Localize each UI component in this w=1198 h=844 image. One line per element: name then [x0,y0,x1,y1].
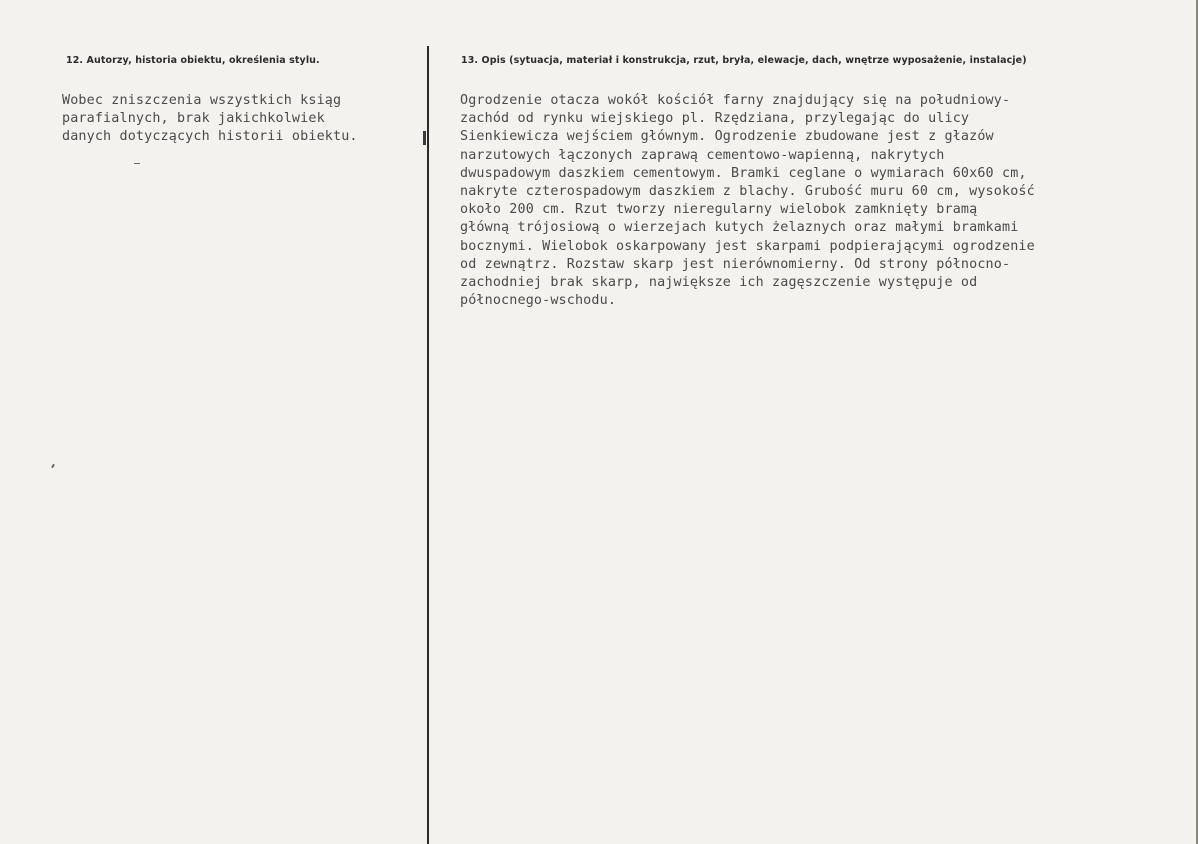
paper-speck [134,163,140,164]
section-12-typed-text: Wobec zniszczenia wszystkich ksiąg parafialnych, brak jakichkolwiek danych dotyczących historii obiektu. [62,93,358,145]
section-12-heading: 12. Autorzy, historia obiektu, określenia stylu. [66,55,320,66]
section-13-heading: 13. Opis (sytuacja, materiał i konstrukcja, rzut, bryła, elewacje, dach, wnętrze wyposażenie, instalacje) [461,55,1027,66]
column-divider [427,46,429,844]
section-13-typed-text: Ogrodzenie otacza wokół kościół farny znajdujący się na południowy- zachód od rynku wiejskiego pl. Rzędziana, przylegając do ulicy Sienkiewicza wejściem głównym. Ogrodzenie zbudowane jest z głazów narzutowych łączonych zaprawą cementowo-wapienną, nakrytych dwuspadowym daszkiem cementowym. Bramki ceglane o wymiarach 60x60 cm, nakryte czterospadowym daszkiem z blachy. Grubość muru 60 cm, wysokość około 200 cm. Rzut tworzy nieregularny wielobok zamknięty bramą główną trójosiową o wierzejach kutych żelaznych oraz małymi bramkami bocznymi. Wielobok oskarpowany jest skarpami podpierającymi ogrodzenie od zewnątrz. Rozstaw skarp jest nierównomierny. Od strony północno- zachodniej brak skarp, największe ich zagęszczenie występuje od północnego-wschodu. [460,93,1035,309]
typewriter-mark [423,131,426,145]
paper-speck [51,464,55,468]
